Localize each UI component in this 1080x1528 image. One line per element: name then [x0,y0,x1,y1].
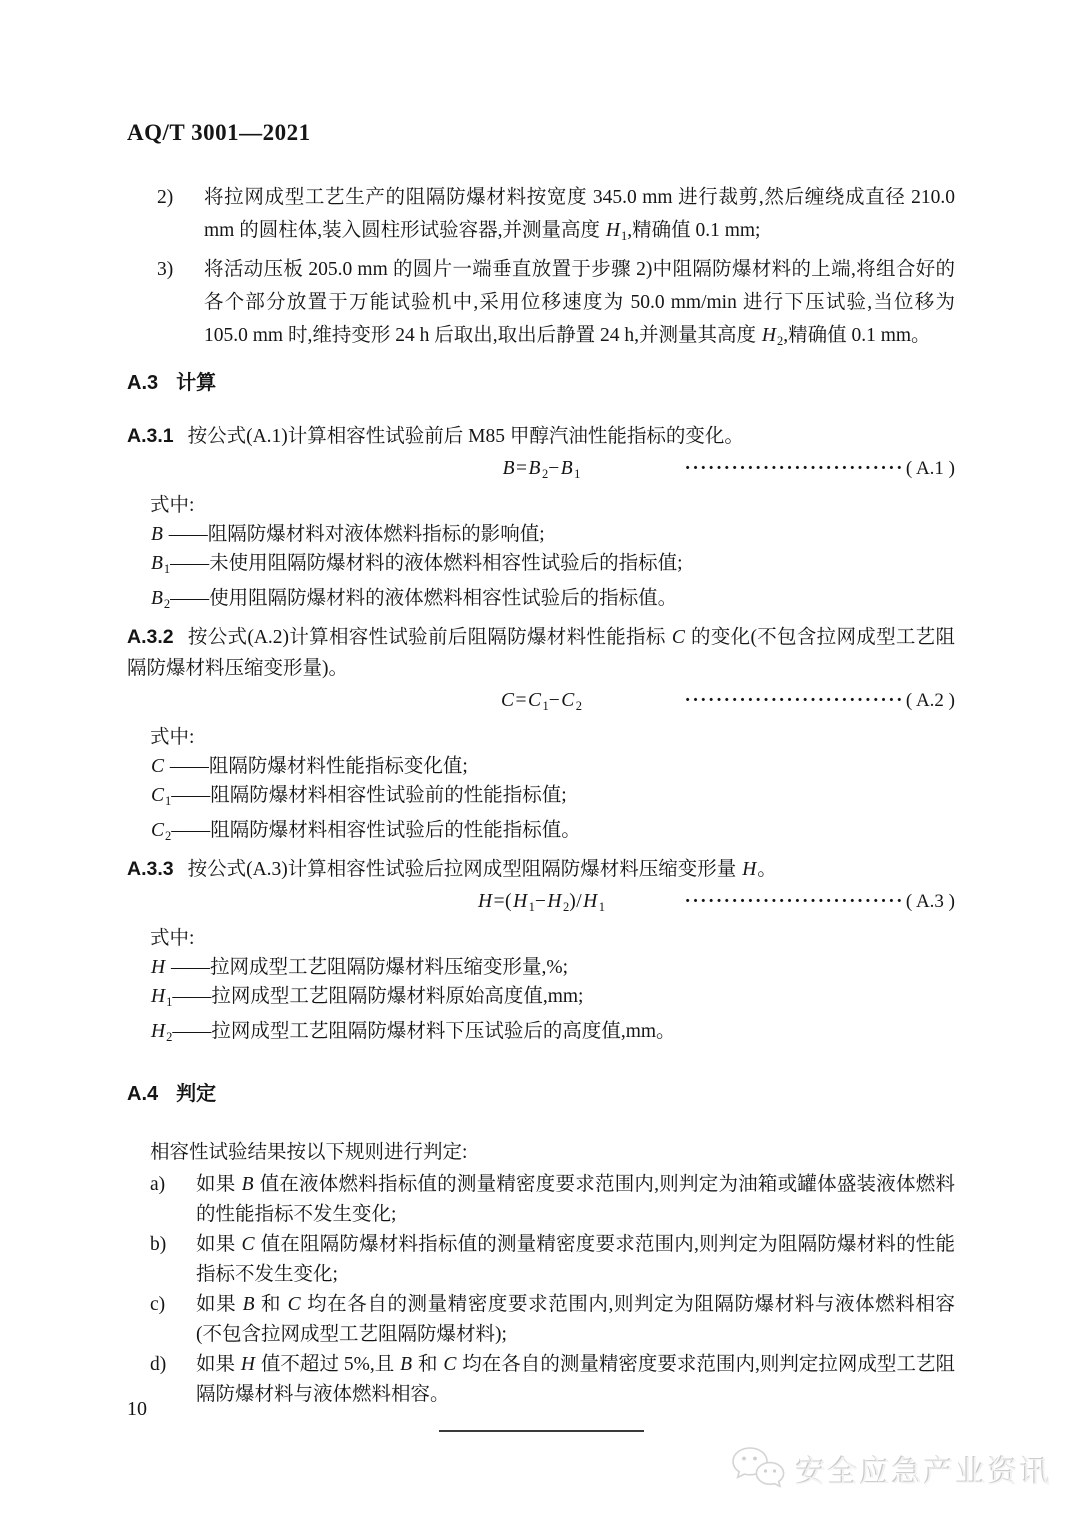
dot-leader: ···························· [684,458,904,479]
procedure-steps [127,181,955,358]
formula-expression: $H=(H_1-H_2)/H_1$ [477,891,606,914]
formula-a2 [127,684,955,723]
symbol-definition: $B_2——$使用阻隔防爆材料的液体燃料相容性试验后的指标值。 [151,588,678,611]
list-item-number: a) [150,1174,166,1195]
clause-number: A.3.2 [127,626,174,648]
symbol-definition: B ——阻隔防爆材料对液体燃料指标的影响值; [151,524,545,545]
where-label: 式中: [150,928,195,949]
list-item-text: 将活动压板 205.0 mm 的圆片一端垂直放置于步骤 2)中阻隔防爆材料的上端,将组合好的各个部分放置于万能试验机中,采用位移速度为 50.0 mm/min 进行下压试验,当位移为 105.0 mm 时,维持变形 24 h 后取出,取出后静置 24 h,并测量其高度 $H_2$,精确值 0.1 mm。 [204,259,955,348]
judgment-intro: 相容性试验结果按以下规则进行判定: [150,1142,468,1163]
list-item-text: 如果 C 值在阻隔防爆材料指标值的测量精密度要求范围内,则判定为阻隔防爆材料的性能指标不发生变化; [196,1234,955,1285]
symbol-definition: H ——拉网成型工艺阻隔防爆材料压缩变形量,%; [151,957,569,978]
symbol-definition: $H_1——$拉网成型工艺阻隔防爆材料原始高度值,mm; [151,986,584,1009]
judgment-rules [127,1170,955,1410]
wechat-icon [730,1446,786,1492]
where-label: 式中: [150,727,195,748]
clause-a32 [127,622,955,684]
dot-leader: ···························· [684,690,904,711]
formula-number: ( A.1 ) [905,458,955,479]
list-item [150,1290,955,1350]
section-number: A.3 [127,372,159,394]
list-item-number: b) [150,1234,167,1255]
formula-a1 [127,452,955,491]
section-title: 计算 [176,372,217,394]
clause-number: A.3.3 [127,858,174,880]
list-item-number: c) [150,1294,166,1315]
clause-text: 按公式(A.1)计算相容性试验前后 M85 甲醇汽油性能指标的变化。 [187,426,744,447]
dot-leader: ···························· [684,891,904,912]
formula-number: ( A.3 ) [905,891,955,912]
document-page [127,118,955,1432]
symbol-definition: C ——阻隔防爆材料性能指标变化值; [151,756,468,777]
watermark-text: 安全应急产业资讯 [796,1456,1052,1489]
list-item-number: 3) [157,259,174,280]
list-item [157,181,955,253]
list-item-text: 将拉网成型工艺生产的阻隔防爆材料按宽度 345.0 mm 进行裁剪,然后缠绕成直径 210.0 mm 的圆柱体,装入圆柱形试验容器,并测量高度 $H_1$,精确值 0.1 mm; [204,187,955,243]
list-item [157,253,955,358]
standard-number-header: AQ/T 3001—2021 [127,120,311,145]
list-item-number: d) [150,1354,167,1375]
list-item [150,1230,955,1290]
where-label: 式中: [150,495,195,516]
clause-a31 [127,421,955,452]
watermark [730,1446,1052,1492]
list-item-text: 如果 B 和 C 均在各自的测量精密度要求范围内,则判定为阻隔防爆材料与液体燃料相容(不包含拉网成型工艺阻隔防爆材料); [196,1294,955,1345]
symbol-definition: $H_2——$拉网成型工艺阻隔防爆材料下压试验后的高度值,mm。 [151,1021,676,1044]
formula-a3 [127,885,955,924]
list-item [150,1170,955,1230]
formula-expression: $C=C_1-C_2$ [500,690,583,713]
section-heading-a3 [127,368,955,399]
symbol-definition: $C_2——$阻隔防爆材料相容性试验后的性能指标值。 [151,820,581,843]
clause-text: 按公式(A.2)计算相容性试验前后阻隔防爆材料性能指标 C 的变化(不包含拉网成型工艺阻隔防爆材料压缩变形量)。 [127,627,955,679]
section-number: A.4 [127,1083,159,1105]
clause-number: A.3.1 [127,425,174,447]
symbol-definition: $B_1——$未使用阻隔防爆材料的液体燃料相容性试验后的指标值; [151,553,683,576]
page-number: 10 [127,1398,147,1420]
list-item-text: 如果 H 值不超过 5%,且 B 和 C 均在各自的测量精密度要求范围内,则判定拉网成型工艺阻隔防爆材料与液体燃料相容。 [196,1354,955,1405]
section-heading-a4 [127,1079,955,1110]
clause-text: 按公式(A.3)计算相容性试验后拉网成型阻隔防爆材料压缩变形量 H。 [187,859,777,880]
list-item-text: 如果 B 值在液体燃料指标值的测量精密度要求范围内,则判定为油箱或罐体盛装液体燃料的性能指标不发生变化; [196,1174,955,1225]
clause-a33 [127,854,955,885]
symbol-definition: $C_1——$阻隔防爆材料相容性试验前的性能指标值; [151,785,567,808]
end-of-text-divider [439,1430,644,1432]
list-item [150,1350,955,1410]
formula-expression: $B=B_2-B_1$ [502,458,581,481]
section-title: 判定 [176,1083,217,1105]
list-item-number: 2) [157,187,174,208]
formula-number: ( A.2 ) [905,690,955,711]
